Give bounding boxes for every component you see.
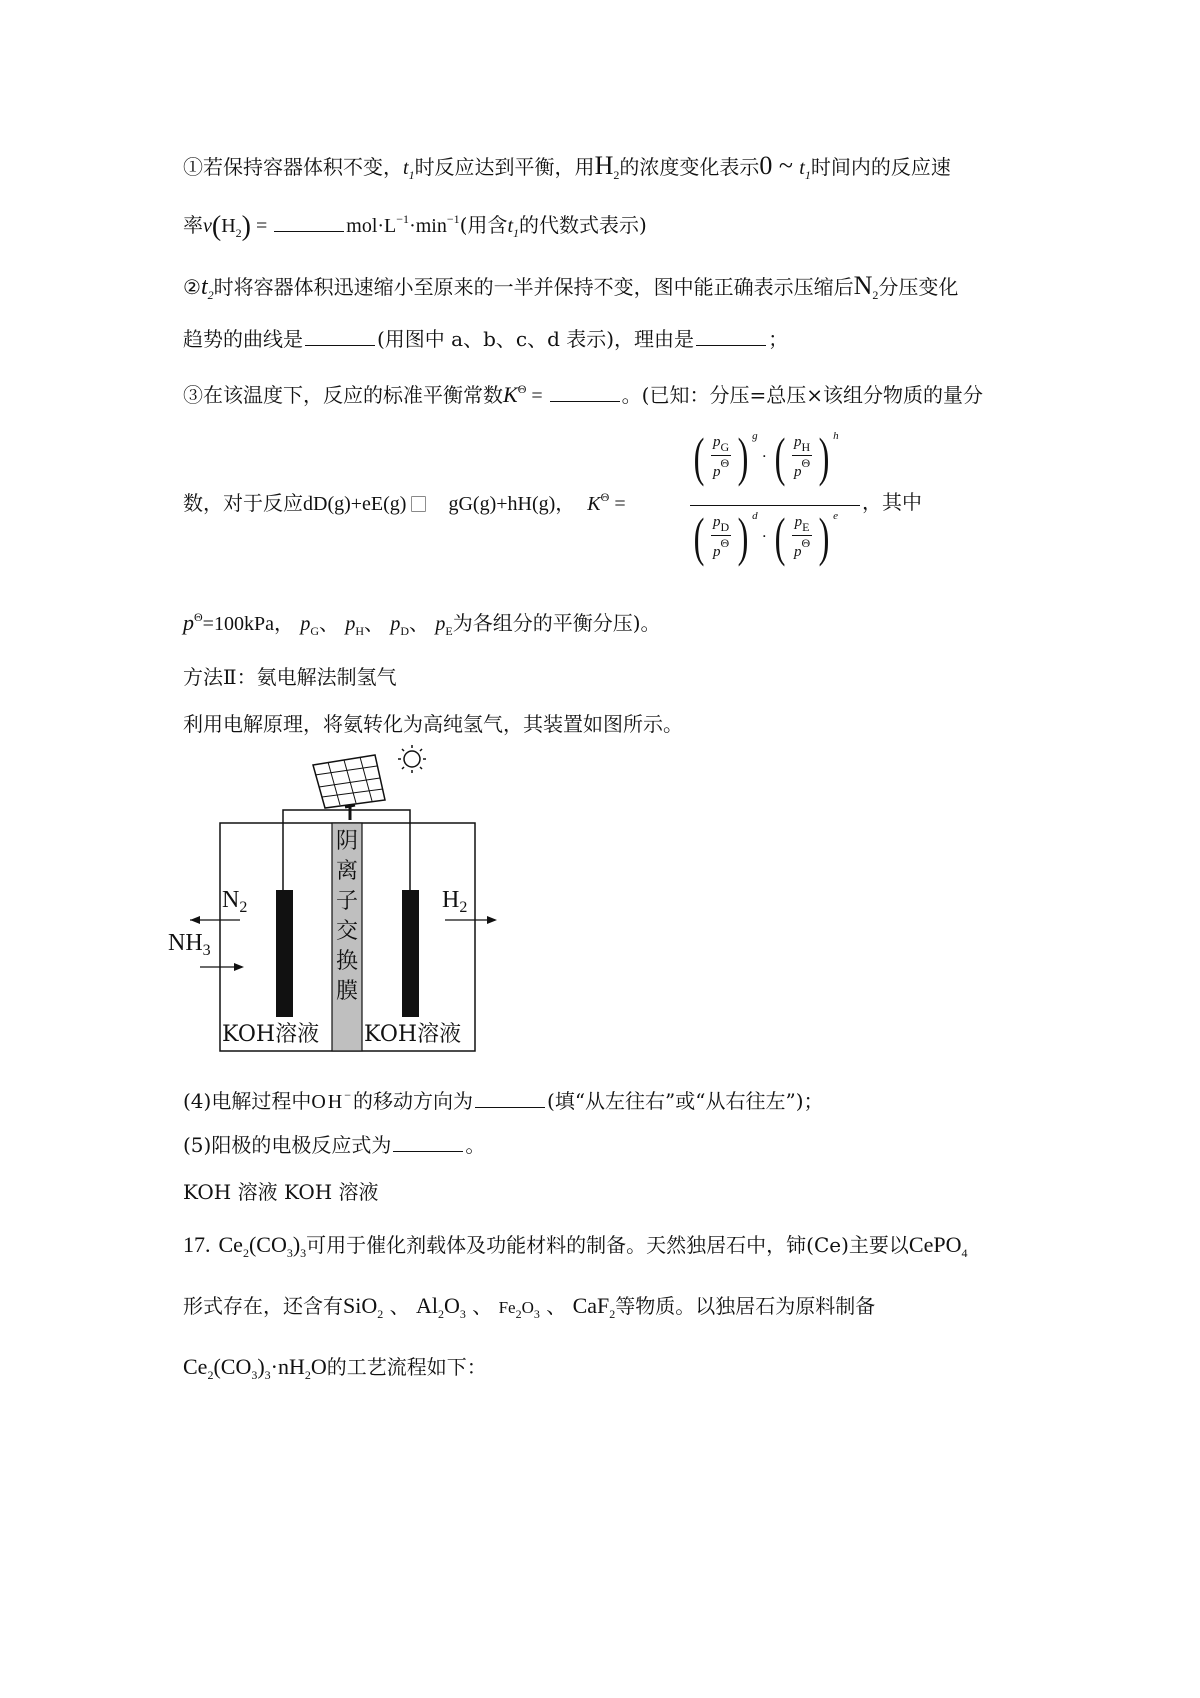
membrane-char: 换 xyxy=(335,949,358,974)
electrolysis-apparatus-diagram xyxy=(168,745,540,1070)
n2-label: $N_2$ xyxy=(222,887,248,916)
membrane-char: 子 xyxy=(335,889,358,914)
left-solution-label: KOH溶液 xyxy=(222,1022,320,1047)
question-17-line-3: $Ce_2(CO_3)_3\cdot nH_2O$的工艺流程如下： xyxy=(183,1354,487,1382)
sun-icon xyxy=(398,745,426,773)
membrane-char: 交 xyxy=(335,919,358,944)
formula-numerator: ( $\frac{p_G}{p^\Theta}$ ) $^g$ · ( $\frac{p_H}{p^\Theta}$ ) $^h$ xyxy=(693,427,839,488)
membrane-char: 阴 xyxy=(335,829,358,854)
q-line-4: 趋势的曲线是 (用图中 a、b、c、d 表示)，理由是 ； xyxy=(183,327,789,351)
question-5: (5)阳极的电极反应式为 。 xyxy=(183,1133,486,1157)
question-4: (4)电解过程中OH−的移动方向为 (填“从左往右”或“从右往左”)； xyxy=(183,1088,824,1113)
answer-blank[interactable] xyxy=(475,1106,545,1108)
q-line-6: 数，对于反应dD(g)+eE(g) ⃞ gG(g)+hH(g)， $K^\Theta$ = xyxy=(183,490,626,515)
q-line-3: $②t_2$时将容器体积迅速缩小至原来的一半并保持不变，图中能正确表示压缩后$N_2$分压变化 xyxy=(183,271,959,302)
left-electrode xyxy=(276,890,293,1017)
question-17-line-2: 形式存在，还含有SiO$_2$ 、 $Al_2O_3$ 、 $Fe_2O_3$ 、 CaF$_2$等物质。以独居石为原料制备 xyxy=(183,1293,876,1321)
right-solution-label: KOH溶液 xyxy=(364,1022,462,1047)
h2-label: $H_2$ xyxy=(442,887,468,916)
q-line-7: $p^\Theta=100kPa$， $p_G$、 $p_H$、 $p_D$、 $p_E$为各组分的平衡分压)。 xyxy=(183,610,661,638)
membrane-char: 离 xyxy=(335,859,358,884)
membrane-label xyxy=(332,827,362,1007)
method-description: 利用电解原理，将氨转化为高纯氢气，其装置如图所示。 xyxy=(183,712,683,736)
q-line-1: ①若保持容器体积不变，$t_1$时反应达到平衡，用$H_2$的浓度变化表示0 ~ $t_1$时间内的反应速 xyxy=(183,151,951,182)
membrane-char: 膜 xyxy=(335,979,358,1004)
q-line-5: ③在该温度下，反应的标准平衡常数$K^\Theta$ = 。(已知：分压=总压×该组分物质的量分 xyxy=(183,382,983,407)
equilibrium-constant-formula xyxy=(690,427,860,580)
q-line-6-end: ，其中 xyxy=(862,490,922,514)
fraction-bar xyxy=(690,505,860,506)
stray-label-line: KOH 溶液 KOH 溶液 xyxy=(183,1180,379,1204)
nh3-label: $NH_3$ xyxy=(168,930,211,959)
right-electrode xyxy=(402,890,419,1017)
formula-denominator: ( $\frac{p_D}{p^\Theta}$ ) $^d$ · ( $\frac{p_E}{p^\Theta}$ ) $^e$ xyxy=(693,507,838,568)
question-17-line-1: 17. $Ce_2(CO_3)_3$可用于催化剂载体及功能材料的制备。天然独居石中，铈(Ce)主要以CePO$_4$ xyxy=(183,1232,968,1260)
answer-blank[interactable] xyxy=(393,1150,463,1152)
equilibrium-arrow-icon: ⃞ xyxy=(410,495,427,514)
answer-blank[interactable] xyxy=(274,230,344,232)
answer-blank[interactable] xyxy=(305,344,375,346)
method-heading: 方法Ⅱ：氨电解法制氢气 xyxy=(183,665,397,689)
q-line-2: 率$v(H_2) = mol\cdot L^{-1}\cdot\min^{-1}$(用含$t_1$的代数式表示) xyxy=(183,211,647,242)
answer-blank[interactable] xyxy=(696,344,766,346)
answer-blank[interactable] xyxy=(550,400,620,402)
